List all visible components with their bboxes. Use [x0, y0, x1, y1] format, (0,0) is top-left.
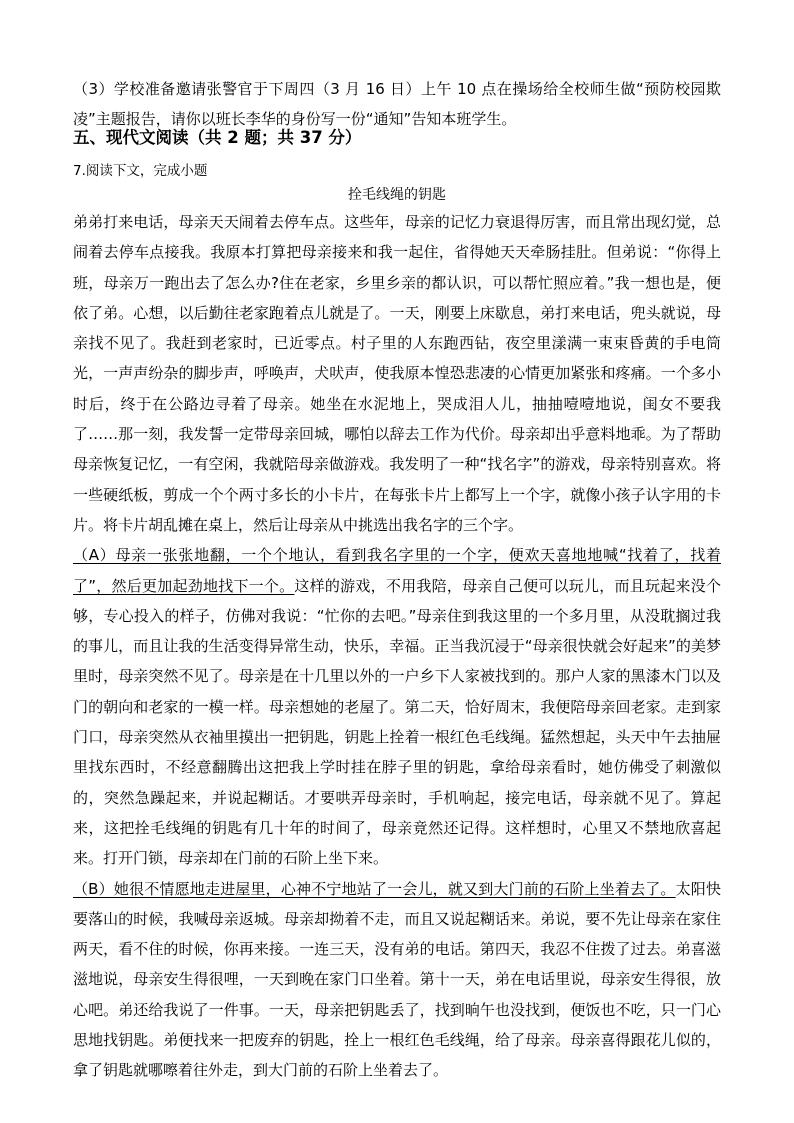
article-body — [73, 207, 721, 1086]
underlined-sentence-b: （B）她很不情愿地走进屋里，心神不宁地站了一会儿，就又到大门前的石阶上坐着去了。 — [73, 879, 676, 898]
article-title: 拴毛线绳的钥匙 — [348, 187, 446, 203]
question-stem: 7.阅读下文，完成小题 — [73, 163, 208, 179]
paragraph-2-text: 这样的游戏，不用我陪，母亲自己便可以玩儿，而且玩起来没个够，专心投入的样子，仿佛对我说：“忙你的去吧。”母亲住到我这里的一个多月里，从没耽搁过我的事儿，而且让我的生活变得异常生动，快乐，幸福。正当我沉浸于“母亲很快就会好起来”的美梦里时，母亲突然不见了。母亲是在十几里以外的一户乡下人家被找到的。那户人家的黑漆木门以及门的朝向和老家的一模一样。母亲想她的老屋了。第二天，恰好周末，我便陪母亲回老家。走到家门口，母亲突然从衣袖里摸出一把钥匙，钥匙上拴着一根红色毛线绳。猛然想起，头天中午去抽屉里找东西时，不经意翻腾出这把我上学时挂在脖子里的钥匙，拿给母亲看时，她仿佛受了刺激似的，突然急躁起来，并说起糊话。才要哄弄母亲时，手机响起，接完电话，母亲就不见了。算起来，这把拴毛线绳的钥匙有几十年的时间了，母亲竟然还记得。这样想时，心里又不禁地欣喜起来。打开门锁，母亲却在门前的石阶上坐下来。 — [73, 576, 721, 868]
article-paragraph-1: 弟弟打来电话，母亲天天闹着去停车点。这些年，母亲的记忆力衰退得厉害，而且常出现幻觉，总闹着去停车点接我。我原本打算把母亲接来和我一起住，省得她天天牵肠挂肚。但弟说：“你得上班，母亲万一跑出去了怎么办?住在老家，乡里乡亲的都认识，可以帮忙照应着。”我一想也是，便依了弟。心想，以后勤往老家跑着点儿就是了。一天，刚要上床歇息，弟打来电话，兜头就说，母亲找不见了。我赶到老家时，已近零点。村子里的人东跑西钻，夜空里漾满一束束昏黄的手电筒光，一声声纷杂的脚步声，呼唤声，犬吠声，使我原本惶恐悲凄的心情更加紧张和疼痛。一个多小时后，终于在公路边寻着了母亲。她坐在水泥地上，哭成泪人儿，抽抽噎噎地说，闺女不要我了……那一刻，我发誓一定带母亲回城，哪怕以辞去工作为代价。母亲却出乎意料地乖。为了帮助母亲恢复记忆，一有空闲，我就陪母亲做游戏。我发明了一种“找名字”的游戏，母亲特别喜欢。将一些硬纸板，剪成一个个两寸多长的小卡片，在每张卡片上都写上一个字，就像小孩子认字用的卡片。将卡片胡乱摊在桌上，然后让母亲从中挑选出我名字的三个字。 — [73, 213, 721, 534]
article-paragraph-2 — [73, 540, 721, 873]
writing-task-3: （3）学校准备邀请张警官于下周四（3 月 16 日）上午 10 点在操场给全校师生做“预防校园欺凌”主题报告，请你以班长李华的身份写一份“通知”告知本班学生。 — [73, 80, 721, 129]
section-title: 五、现代文阅读（共 2 题；共 37 分） — [73, 128, 362, 147]
article-paragraph-3 — [73, 874, 721, 1086]
paragraph-3-text: 太阳快要落山的时候，我喊母亲返城。母亲却拗着不走，而且又说起糊话来。弟说，要不先让母亲在家住两天，看不住的时候，你再来接。一连三天，没有弟的电话。第四天，我忍不住拨了过去。弟喜滋滋地说，母亲安生得很哩，一天到晚在家门口坐着。第十一天，弟在电话里说，母亲安生得很，放心吧。弟还给我说了一件事。一天，母亲把钥匙丢了，找到晌午也没找到，便饭也不吃，只一门心思地找钥匙。弟便找来一把废弃的钥匙，拴上一根红色毛线绳，给了母亲。母亲喜得跟花儿似的，拿了钥匙就哪嚓着往外走，到大门前的石阶上坐着去了。 — [73, 879, 721, 1080]
underlined-sentence-a: （A）母亲一张张地翻，一个个地认，看到我名字里的一个字，便欢天喜地地喊“找着了，找着了”，然后更加起劲地找下一个。 — [73, 546, 721, 595]
